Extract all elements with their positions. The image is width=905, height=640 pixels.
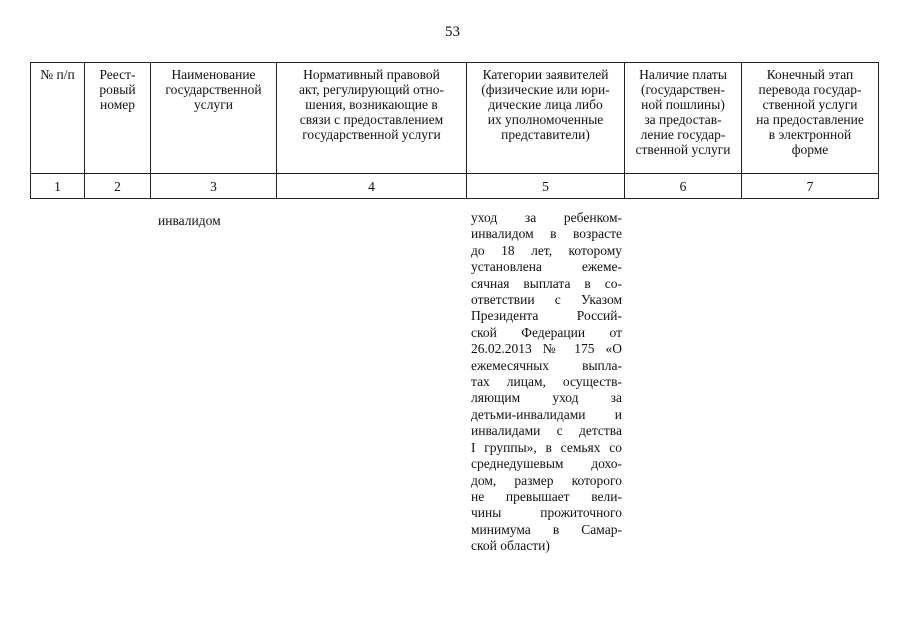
header-line: номер bbox=[99, 97, 135, 112]
continuation-line: среднедушевым дохо- bbox=[471, 456, 622, 472]
column-number-cell: 2 bbox=[85, 174, 151, 199]
header-line: Категории заявителей bbox=[482, 67, 609, 82]
continuation-line: детьми-инвалидами и bbox=[471, 406, 622, 422]
continuation-line: уход за ребенком- bbox=[471, 210, 622, 225]
header-line: Реест- bbox=[99, 67, 136, 82]
header-line: шения, возникающие в bbox=[305, 97, 438, 112]
continuation-line: до 18 лет, которому bbox=[471, 242, 622, 258]
continuation-line: тах лицам, осуществ- bbox=[471, 374, 622, 390]
header-line: связи с предоставлением bbox=[299, 112, 444, 127]
column-number-cell: 5 bbox=[467, 174, 625, 199]
continuation-applicant-categories bbox=[471, 210, 622, 555]
continuation-line: ляющим уход за bbox=[471, 390, 622, 406]
column-number-cell: 7 bbox=[742, 174, 879, 199]
header-cell-service-name bbox=[151, 63, 277, 174]
header-line: в электронной bbox=[768, 127, 852, 142]
header-line: их уполномоченные bbox=[487, 112, 604, 127]
header-cell-fee bbox=[625, 63, 742, 174]
continuation-line: дом, размер которого bbox=[471, 472, 622, 488]
column-number-cell: 6 bbox=[625, 174, 742, 199]
header-line: перевода государ- bbox=[758, 82, 862, 97]
header-line: ровый bbox=[99, 82, 136, 97]
header-line: дические лица либо bbox=[488, 97, 603, 112]
header-line: услуги bbox=[194, 97, 233, 112]
continuation-line: установлена ежеме- bbox=[471, 259, 622, 275]
column-number-cell: 4 bbox=[277, 174, 467, 199]
continuation-line: инвалидом в возрасте bbox=[471, 226, 622, 242]
header-line: № п/п bbox=[40, 67, 75, 82]
continuation-line: сячная выплата в со- bbox=[471, 275, 622, 291]
header-line: Наименование bbox=[171, 67, 256, 82]
column-number-cell: 1 bbox=[31, 174, 85, 199]
header-line: форме bbox=[791, 142, 829, 157]
continuation-line: 26.02.2013 № 175 «О bbox=[471, 341, 622, 357]
continuation-line: не превышает вели- bbox=[471, 488, 622, 504]
header-line: ление государ- bbox=[640, 127, 726, 142]
continuation-service-name: инвалидом bbox=[158, 213, 221, 228]
header-line: государственной услуги bbox=[302, 127, 441, 142]
header-line: представители) bbox=[501, 127, 590, 142]
services-table bbox=[30, 62, 879, 199]
header-line: ной пошлины) bbox=[641, 97, 725, 112]
header-line: ственной услуги bbox=[635, 142, 731, 157]
header-cell-applicant-categories bbox=[467, 63, 625, 174]
header-cell-legal-act bbox=[277, 63, 467, 174]
header-line: Нормативный правовой bbox=[303, 67, 440, 82]
header-cell-number bbox=[31, 63, 85, 174]
header-line: государственной bbox=[165, 82, 262, 97]
header-line: ственной услуги bbox=[762, 97, 858, 112]
page-number: 53 bbox=[445, 24, 460, 40]
column-number-cell: 3 bbox=[151, 174, 277, 199]
header-line: Конечный этап bbox=[766, 67, 854, 82]
column-number-row bbox=[31, 174, 879, 199]
header-line: за предостав- bbox=[644, 112, 722, 127]
continuation-line: ской Федерации от bbox=[471, 324, 622, 340]
continuation-line: чины прожиточного bbox=[471, 505, 622, 521]
header-line: (физические или юри- bbox=[481, 82, 610, 97]
continuation-line: I группы», в семьях со bbox=[471, 439, 622, 455]
continuation-line: ответствии с Указом bbox=[471, 292, 622, 308]
header-line: (государствен- bbox=[640, 82, 725, 97]
header-line: акт, регулирующий отно- bbox=[299, 82, 444, 97]
header-line: Наличие платы bbox=[639, 67, 727, 82]
continuation-line: ежемесячных выпла- bbox=[471, 357, 622, 373]
header-line: на предоставление bbox=[756, 112, 864, 127]
continuation-line: ской области) bbox=[471, 538, 550, 554]
continuation-line: инвалидами с детства bbox=[471, 423, 622, 439]
header-cell-registry-number bbox=[85, 63, 151, 174]
header-cell-electronic-stage bbox=[742, 63, 879, 174]
table-header-row bbox=[31, 63, 879, 174]
continuation-line: минимума в Самар- bbox=[471, 521, 622, 537]
continuation-line: Президента Россий- bbox=[471, 308, 622, 324]
